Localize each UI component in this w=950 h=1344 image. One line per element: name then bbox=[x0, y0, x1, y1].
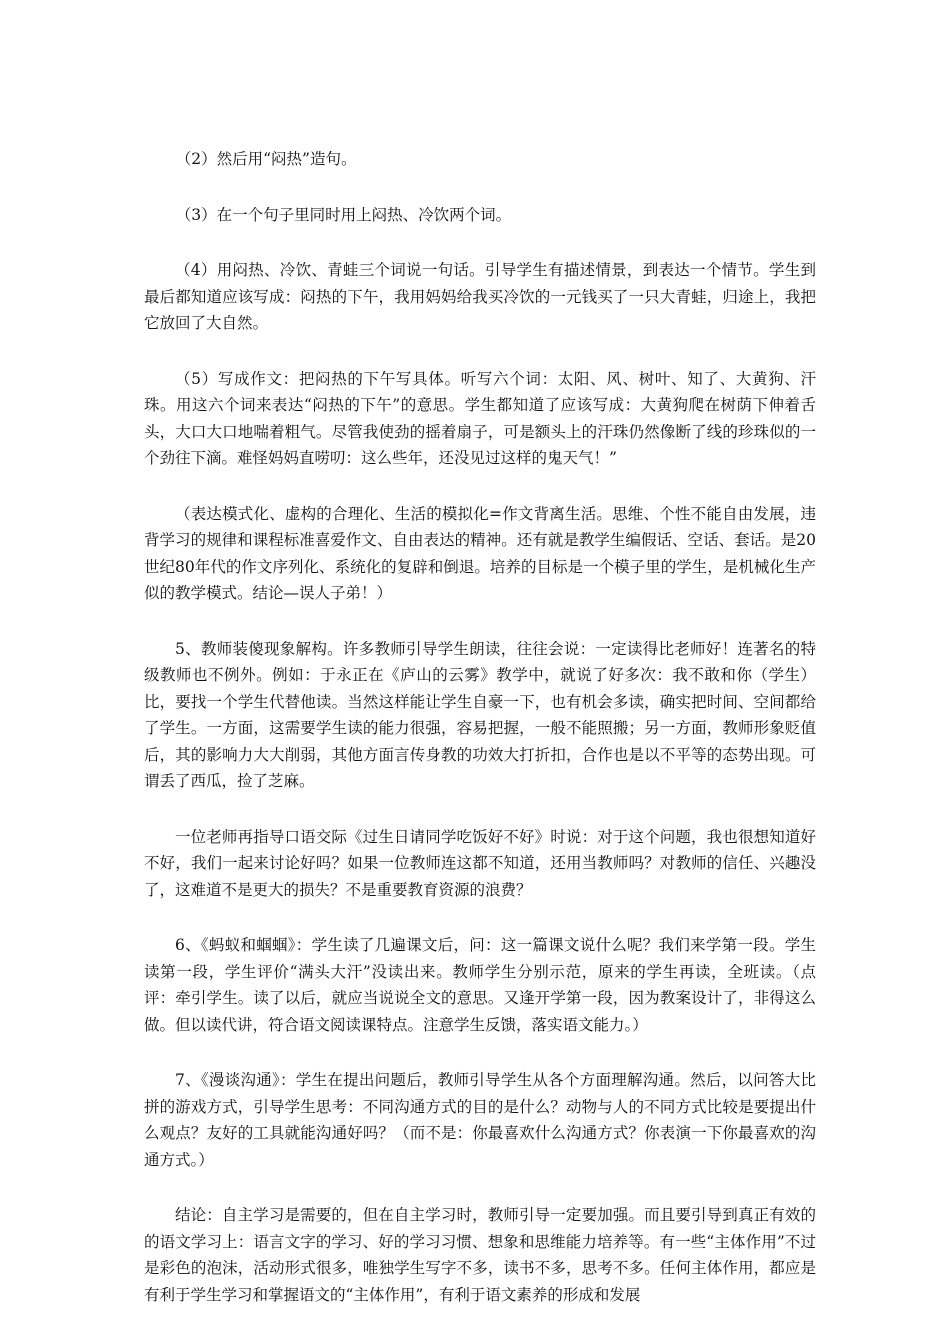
document-page bbox=[144, 146, 816, 1337]
paragraph-step-3: （3）在一个句子里同时用上闷热、冷饮两个词。 bbox=[175, 205, 512, 224]
paragraph-step-5: （5）写成作文：把闷热的下午写具体。听写六个词：太阳、风、树叶、知了、大黄狗、汗珠。用这六个词来表达“闷热的下午”的意思。学生都知道了应该写成：大黄狗爬在树荫下伸着舌头，大口大口地喘着粗气。尽管我使劲的摇着扇子，可是额头上的汗珠仍然像断了线的珍珠似的一个劲往下滴。难怪妈妈直唠叨：这么些年，还没见过这样的鬼天气！” bbox=[144, 369, 816, 467]
paragraph-section-5: 5、教师装傻现象解构。许多教师引导学生朗读，往往会说：一定读得比老师好！连著名的特级教师也不例外。例如：于永正在《庐山的云雾》教学中，就说了好多次：我不敢和你（学生）比，要找一个学生代替他读。当然这样能让学生自豪一下，也有机会多读，确实把时间、空间都给了学生。一方面，这需要学生读的能力很强，容易把握，一般不能照搬；另一方面，教师形象贬值后，其的影响力大大削弱，其他方面言传身教的功效大打折扣，合作也是以不平等的态势出现。可谓丢了西瓜，捡了芝麻。 bbox=[144, 639, 816, 790]
paragraph-oral-communication-example: 一位老师再指导口语交际《过生日请同学吃饭好不好》时说：对于这个问题，我也很想知道好不好，我们一起来讨论好吗？如果一位教师连这都不知道，还用当教师吗？对教师的信任、兴趣没了，这难道不是更大的损失？不是重要教育资源的浪费？ bbox=[144, 827, 816, 899]
paragraph-section-6: 6、《蚂蚁和蝈蝈》：学生读了几遍课文后，问：这一篇课文说什么呢？我们来学第一段。学生读第一段，学生评价“满头大汗”没读出来。教师学生分别示范，原来的学生再读，全班读。（点评：牵引学生。读了以后，就应当说说全文的意思。又逢开学第一段，因为教案设计了，非得这么做。但以读代讲，符合语文阅读课特点。注意学生反馈，落实语文能力。） bbox=[144, 936, 816, 1034]
paragraph-step-2: （2）然后用“闷热”造句。 bbox=[175, 150, 357, 168]
paragraph-section-7: 7、《漫谈沟通》：学生在提出问题后，教师引导学生从各个方面理解沟通。然后，以问答大比拼的游戏方式，引导学生思考：不同沟通方式的目的是什么？动物与人的不同方式比较是要提出什么观点？友好的工具就能沟通好吗？（而不是：你最喜欢什么沟通方式？你表演一下你最喜欢的沟通方式。） bbox=[144, 1071, 816, 1169]
paragraph-conclusion: 结论：自主学习是需要的，但在自主学习时，教师引导一定要加强。而且要引导到真正有效的的语文学习上：语言文字的学习、好的学习习惯、想象和思维能力培养等。有一些“主体作用”不过是彩色的泡沫，活动形式很多，唯独学生写字不多，读书不多，思考不多。任何主体作用，都应是有利于学生学习和掌握语文的“主体作用”，有利于语文素养的形成和发展 bbox=[144, 1206, 816, 1304]
paragraph-step-4: （4）用闷热、冷饮、青蛙三个词说一句话。引导学生有描述情景，到表达一个情节。学生到最后都知道应该写成：闷热的下午，我用妈妈给我买冷饮的一元钱买了一只大青蛙，归途上，我把它放回了大自然。 bbox=[144, 261, 816, 332]
paragraph-commentary: （表达模式化、虚构的合理化、生活的模拟化=作文背离生活。思维、个性不能自由发展，违背学习的规律和课程标准喜爱作文、自由表达的精神。还有就是教学生编假话、空话、套话。是20世纪80年代的作文序列化、系统化的复辟和倒退。培养的目标是一个模子里的学生，是机械化生产似的教学模式。结论—误人子弟！） bbox=[144, 504, 816, 602]
